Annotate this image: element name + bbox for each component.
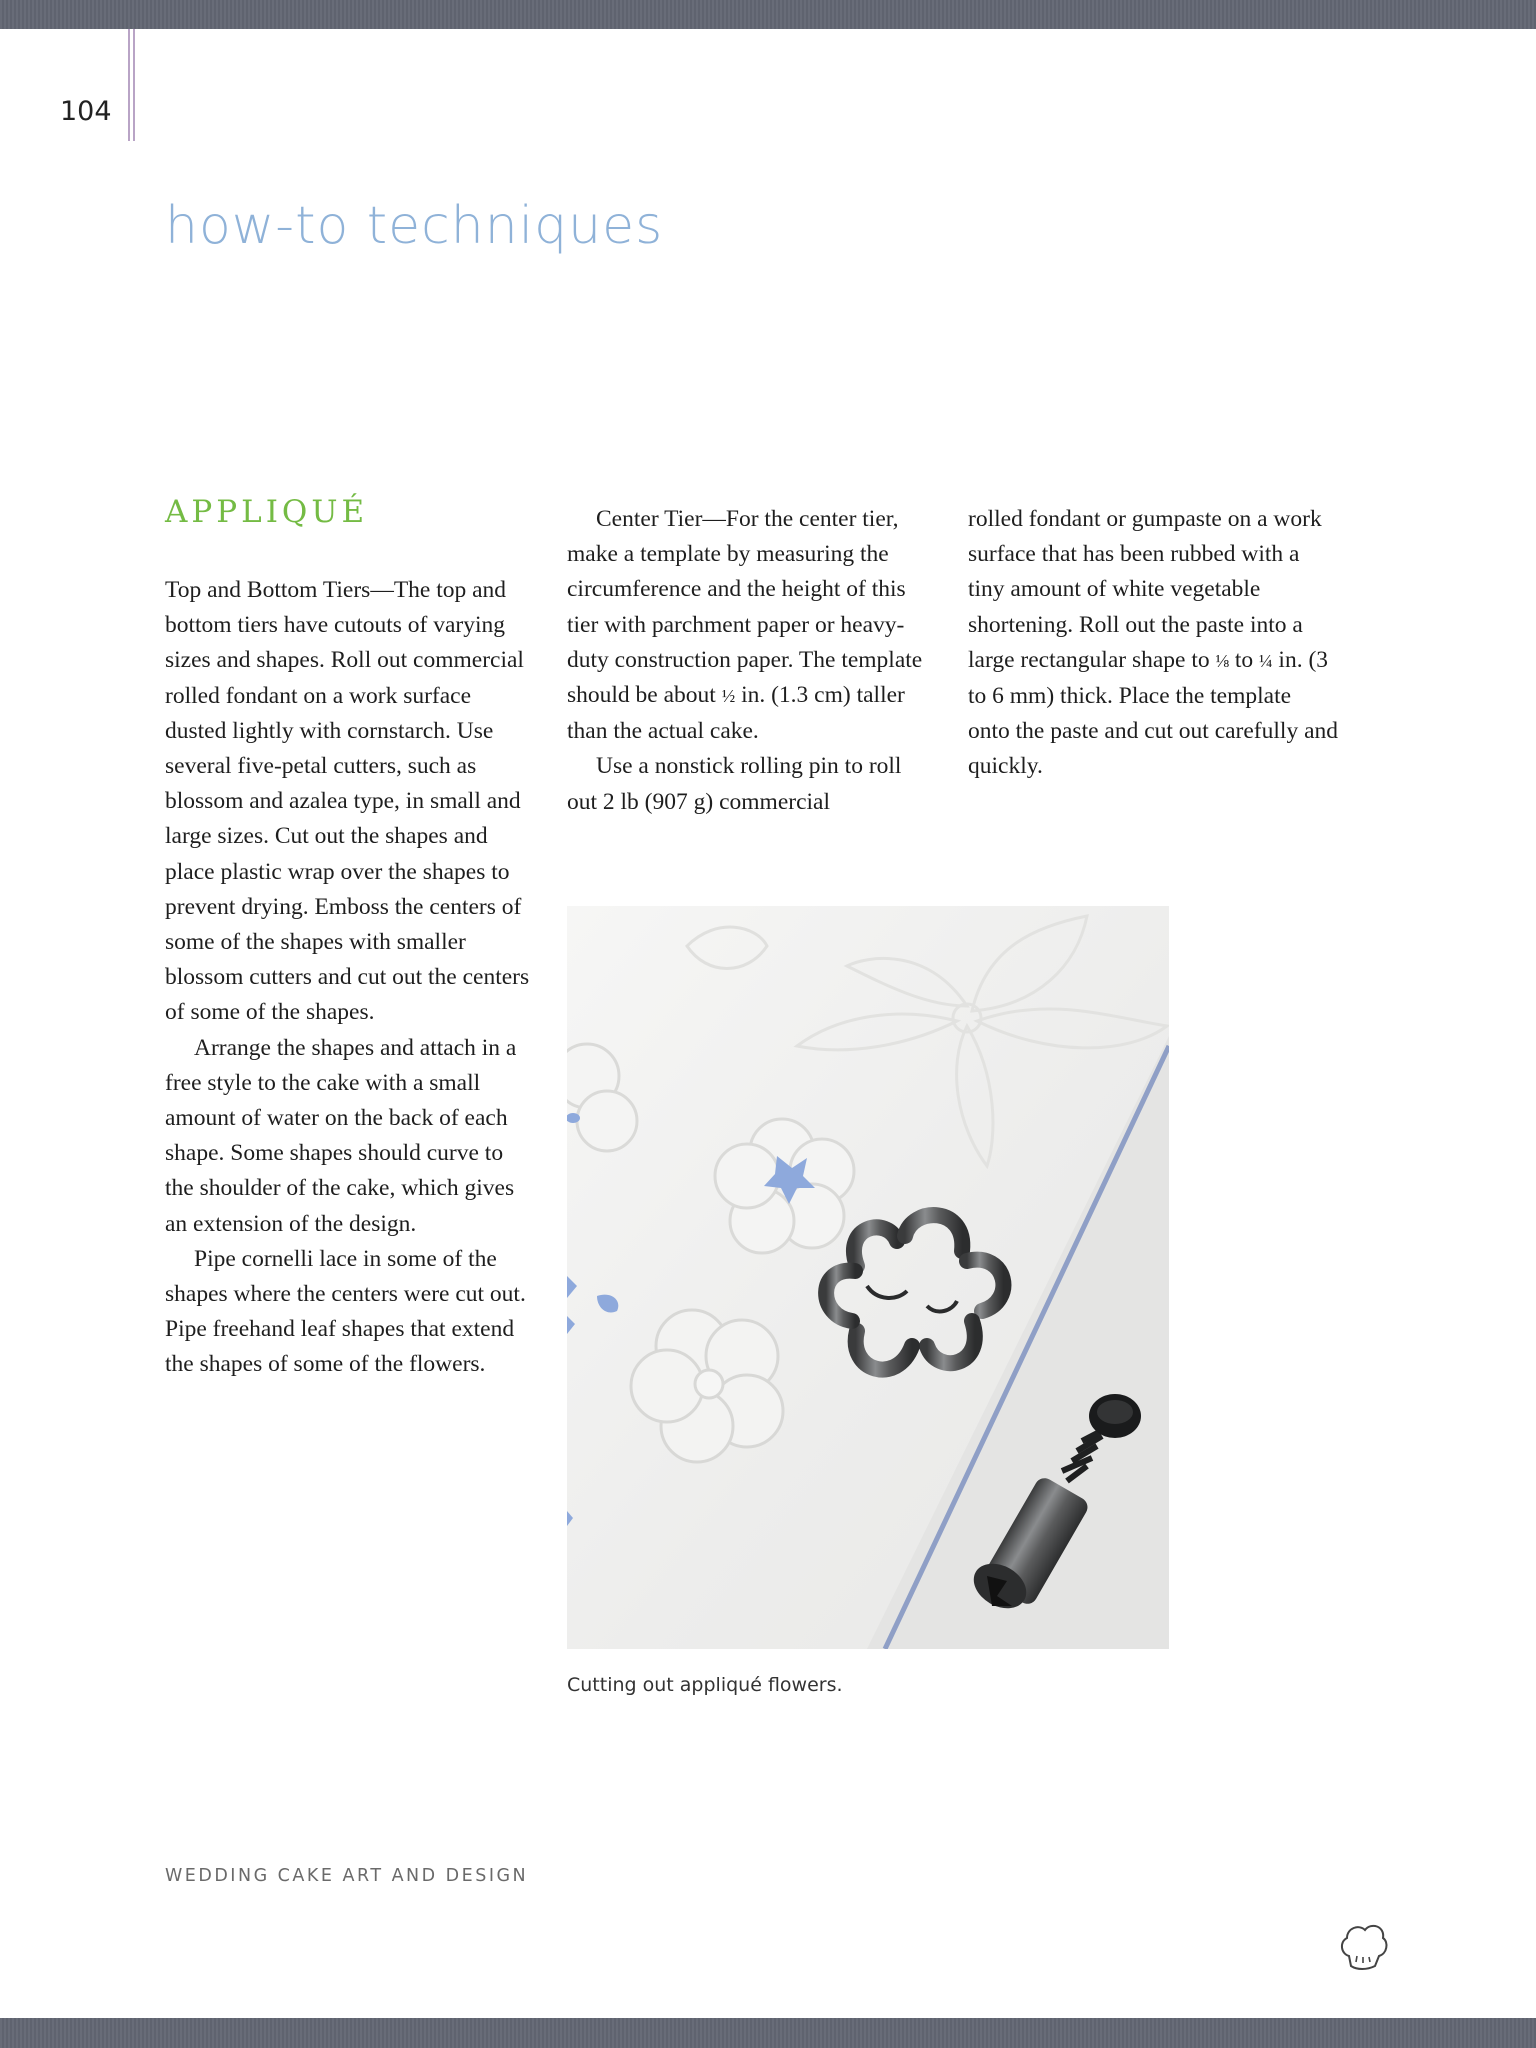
running-footer-title: WEDDING CAKE ART AND DESIGN [165,1866,529,1886]
top-border-bar [0,0,1536,29]
margin-rule [133,29,135,141]
paragraph: Use a nonstick rolling pin to roll out 2 lb (907 g) commercial [567,753,902,815]
paragraph: Top and Bottom Tiers—The top and bottom tiers have cutouts of varying sizes and shapes. Roll out commercial rolled fondant on a work surface dusted lightly with cornstarch. Use several five-petal cutters, such as blossom and azalea type, in small and large sizes. Cut out the shapes and place plastic wrap over the shapes to prevent drying. Emboss the centers of some of the shapes with smaller blossom cutters and cut out the centers of some of the shapes. [165,577,530,1026]
text-column-2 [567,502,937,820]
chapter-title: how-to techniques [165,196,664,256]
paragraph: rolled fondant or gumpaste on a work surface that has been rubbed with a tiny amount of white vegetable shortening. Roll out the paste into a large rectangular shape to ⅛ to ¼ in. (3 to 6 mm) thick. Place the template onto the paste and cut out carefully and quickly. [968,506,1338,780]
bottom-border-bar [0,2018,1536,2048]
text-column-1 [165,573,535,1383]
margin-rule [128,29,130,141]
section-heading: APPLIQUÉ [165,494,369,530]
page-number: 104 [60,96,112,127]
paragraph: Center Tier—For the center tier, make a template by measuring the circumference and the height of this tier with parchment paper or heavy-duty construction paper. The template should be about ½ in. (1.3 cm) taller than the actual cake. [567,506,923,745]
paragraph: Arrange the shapes and attach in a free style to the cake with a small amount of water on the back of each shape. Some shapes should curve to the shoulder of the cake, which gives an extension of the design. [165,1034,517,1237]
text-column-3 [968,502,1338,785]
figure-caption: Cutting out appliqué flowers. [567,1674,843,1696]
chef-hat-icon [1339,1920,1389,1972]
figure-photo [567,906,1169,1649]
paragraph: Pipe cornelli lace in some of the shapes where the centers were cut out. Pipe freehand leaf shapes that extend the shapes of some of the flowers. [165,1245,526,1378]
